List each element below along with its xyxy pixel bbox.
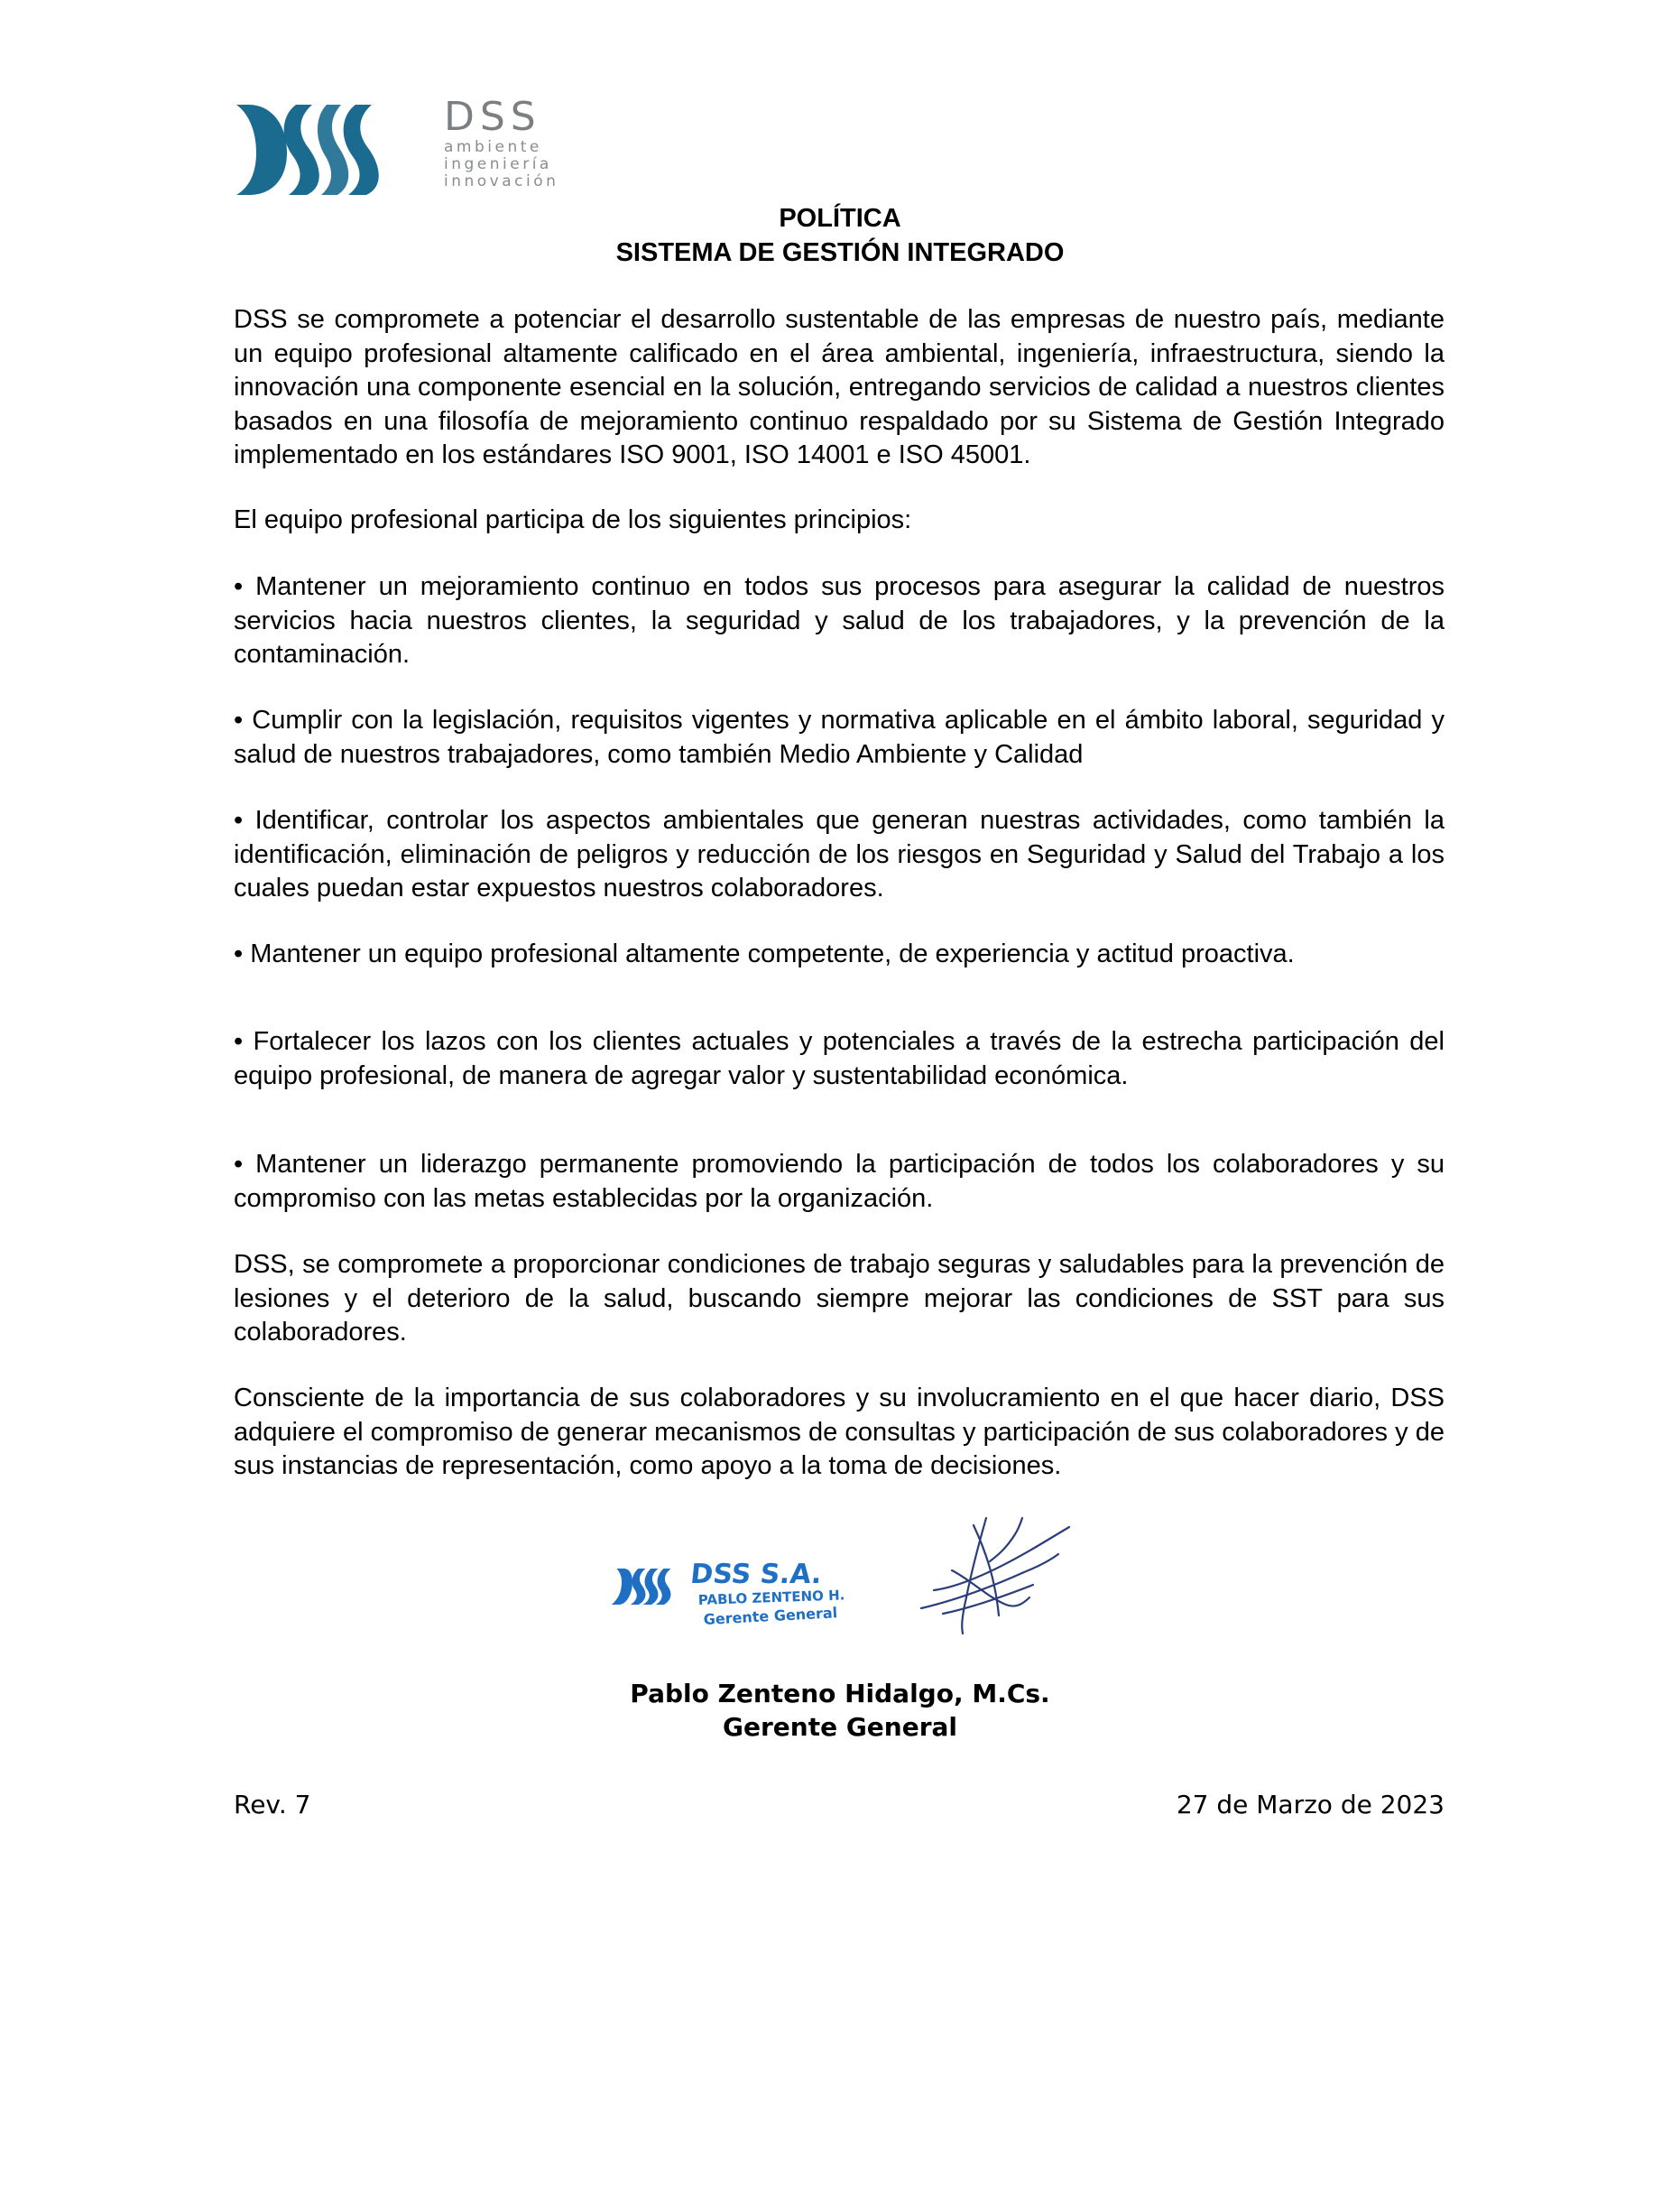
logo-title: DSS xyxy=(444,94,541,140)
logo-line-innovacion: innovación xyxy=(444,172,559,190)
principle-competent-team: • Mantener un equipo profesional altamente competente, de experiencia y actitud proactiva. xyxy=(234,940,1295,968)
logo-text xyxy=(444,96,558,190)
principle-risk-control: • Identificar, controlar los aspectos ambientales que generan nuestras actividades, como también la identificación, eliminación de peligros y reducción de los riesgos en Seguridad y Salud del Trabajo a los cuales puedan estar expuestos nuestros colaboradores. xyxy=(234,806,1445,903)
principle-leadership: • Mantener un liderazgo permanente promoviendo la participación de todos los colaboradores y su compromiso con las metas establecidas por la organización. xyxy=(234,1150,1445,1213)
handwritten-signature xyxy=(916,1507,1074,1643)
principle-client-relations: • Fortalecer los lazos con los clientes actuales y potenciales a través de la estrecha participación del equipo profesional, de manera de agregar valor y sustentabilidad económica. xyxy=(234,1027,1445,1090)
document-title: POLÍTICA xyxy=(779,204,901,233)
signatory-name: Pablo Zenteno Hidalgo, M.Cs. xyxy=(630,1679,1050,1708)
document-subtitle: SISTEMA DE GESTIÓN INTEGRADO xyxy=(615,238,1065,267)
signatory-title: Gerente General xyxy=(722,1712,958,1742)
paragraph-principles-intro: El equipo profesional participa de los siguientes principios: xyxy=(234,505,912,534)
logo-line-ambiente: ambiente xyxy=(444,138,542,156)
logo-line-ingenieria: ingeniería xyxy=(444,155,552,173)
principle-continuous-improvement: • Mantener un mejoramiento continuo en todos sus procesos para asegurar la calidad de nuestros servicios hacia nuestros clientes, la seguridad y salud de los trabajadores, y la prevención de la contaminación. xyxy=(234,572,1445,669)
stamp-company: DSS S.A. xyxy=(688,1559,824,1590)
paragraph-commitment: DSS se compromete a potenciar el desarrollo sustentable de las empresas de nuestro país, mediante un equipo profesional altamente calificado en el área ambiental, ingeniería, infraestructura, siendo la innovación una componente esencial en la solución, entregando servicios de calidad a nuestros clientes basados en una filosofía de mejoramiento continuo respaldado por su Sistema de Gestión Integrado implementado en los estándares ISO 9001, ISO 14001 e ISO 45001. xyxy=(234,305,1445,469)
company-stamp xyxy=(610,1552,854,1634)
revision-label: Rev. 7 xyxy=(234,1790,311,1819)
stamp-name: PABLO ZENTENO H. xyxy=(697,1587,845,1608)
principle-legal-compliance: • Cumplir con la legislación, requisitos vigentes y normativa aplicable en el ámbito laboral, seguridad y salud de nuestros trabajadores, como también Medio Ambiente y Calidad xyxy=(234,706,1445,769)
paragraph-participation: Consciente de la importancia de sus colaboradores y su involucramiento en el que hacer diario, DSS adquiere el compromiso de generar mecanismos de consultas y participación de sus colaboradores y de sus instancias de representación, como apoyo a la toma de decisiones. xyxy=(234,1384,1445,1480)
document-date: 27 de Marzo de 2023 xyxy=(1176,1790,1445,1819)
paragraph-safe-conditions: DSS, se compromete a proporcionar condiciones de trabajo seguras y saludables para la prevención de lesiones y el deterioro de la salud, buscando siempre mejorar las condiciones de SST para sus colaboradores. xyxy=(234,1250,1445,1347)
stamp-role: Gerente General xyxy=(703,1604,838,1628)
